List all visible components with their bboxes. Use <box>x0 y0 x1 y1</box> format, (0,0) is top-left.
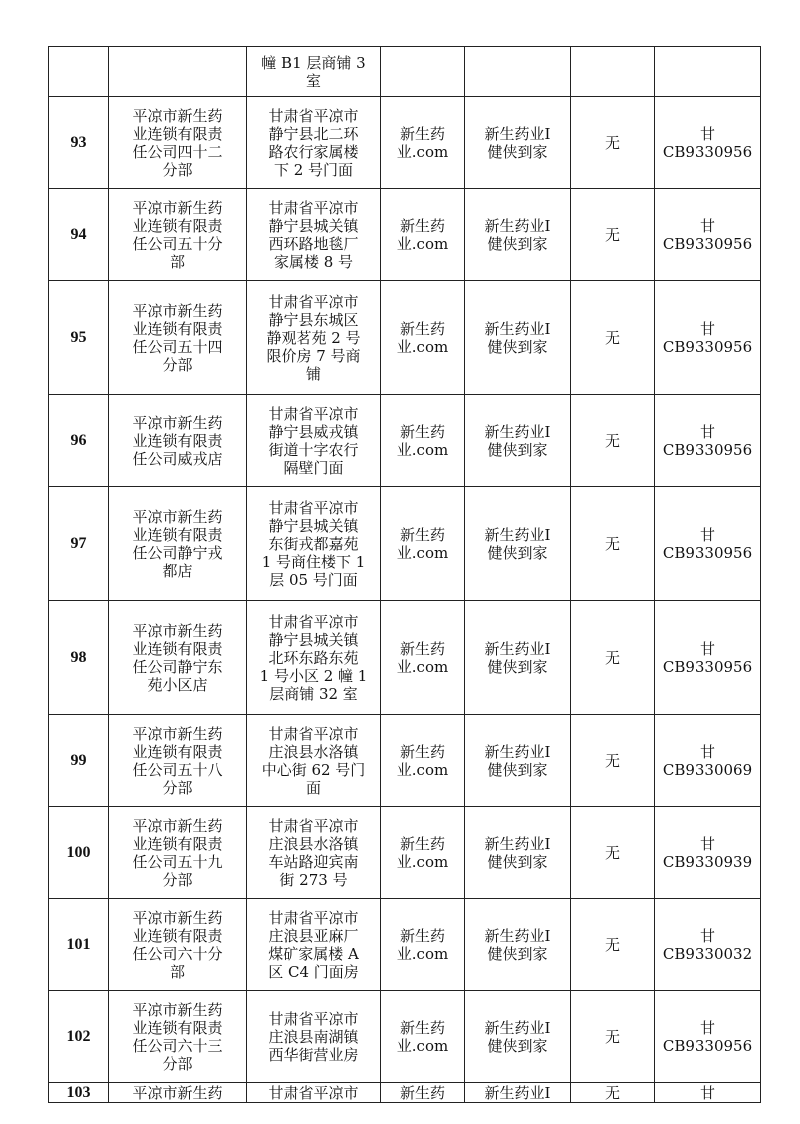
store-address-text: 甘肃省平凉市 静宁县东城区 静观茗苑 2 号 限价房 7 号商 铺 <box>266 292 361 383</box>
store-name-text: 平凉市新生药 业连锁有限责 任公司六十分 部 <box>132 908 223 981</box>
store-name <box>109 395 247 487</box>
row-number-text: 103 <box>66 1083 91 1101</box>
other-cell <box>571 97 655 189</box>
store-address-text: 甘肃省平凉市 静宁县城关镇 东街戎都嘉苑 1 号商住楼下 1 层 05 号门面 <box>261 498 366 589</box>
license-number <box>655 1083 761 1103</box>
row-number <box>49 899 109 991</box>
license-number-text: 甘 CB9330956 <box>662 1018 753 1055</box>
other-cell-text: 无 <box>604 751 620 770</box>
table-row <box>49 601 761 715</box>
license-number-text: 甘 CB9330956 <box>662 124 753 161</box>
store-name <box>109 281 247 395</box>
license-number <box>655 715 761 807</box>
store-address-text: 甘肃省平凉市 <box>268 1083 359 1102</box>
table-row <box>49 991 761 1083</box>
app-cell-text: 新生药业I 健侠到家 <box>484 1018 551 1055</box>
website-cell-text: 新生药 业.com <box>396 926 449 963</box>
license-number <box>655 395 761 487</box>
table-row <box>49 47 761 97</box>
other-cell <box>571 281 655 395</box>
store-address <box>247 395 381 487</box>
store-address-text: 甘肃省平凉市 静宁县北二环 路农行家属楼 下 2 号门面 <box>268 106 359 179</box>
license-number-text: 甘 CB9330939 <box>662 834 753 871</box>
app-cell-text: 新生药业I 健侠到家 <box>484 319 551 356</box>
website-cell <box>381 991 465 1083</box>
website-cell <box>381 97 465 189</box>
other-cell <box>571 899 655 991</box>
license-number <box>655 97 761 189</box>
store-address <box>247 715 381 807</box>
website-cell-text: 新生药 业.com <box>396 1018 449 1055</box>
app-cell-text: 新生药业I 健侠到家 <box>484 124 551 161</box>
other-cell <box>571 991 655 1083</box>
app-cell-text: 新生药业I 健侠到家 <box>484 742 551 779</box>
website-cell <box>381 189 465 281</box>
row-number-text: 99 <box>70 751 87 769</box>
website-cell <box>381 601 465 715</box>
store-name-text: 平凉市新生药 业连锁有限责 任公司五十八 分部 <box>132 724 223 797</box>
table-row <box>49 97 761 189</box>
store-name <box>109 47 247 97</box>
license-number <box>655 47 761 97</box>
table-row <box>49 1083 761 1103</box>
other-cell-text: 无 <box>604 1027 620 1046</box>
table-row <box>49 899 761 991</box>
other-cell <box>571 601 655 715</box>
other-cell-text: 无 <box>604 648 620 667</box>
row-number <box>49 97 109 189</box>
other-cell <box>571 487 655 601</box>
website-cell-text: 新生药 业.com <box>396 422 449 459</box>
app-cell <box>465 601 571 715</box>
store-address <box>247 1083 381 1103</box>
website-cell <box>381 899 465 991</box>
app-cell-text: 新生药业I 健侠到家 <box>484 834 551 871</box>
row-number-text: 98 <box>70 648 87 666</box>
license-number <box>655 991 761 1083</box>
store-address-text: 甘肃省平凉市 庄浪县水洛镇 中心街 62 号门 面 <box>261 724 366 797</box>
other-cell <box>571 189 655 281</box>
website-cell <box>381 395 465 487</box>
app-cell <box>465 899 571 991</box>
license-number <box>655 899 761 991</box>
table-row <box>49 487 761 601</box>
other-cell <box>571 807 655 899</box>
row-number <box>49 47 109 97</box>
store-name <box>109 97 247 189</box>
app-cell <box>465 991 571 1083</box>
website-cell <box>381 47 465 97</box>
store-address-text: 甘肃省平凉市 庄浪县水洛镇 车站路迎宾南 街 273 号 <box>268 816 359 889</box>
store-name-text: 平凉市新生药 业连锁有限责 任公司静宁东 苑小区店 <box>132 621 223 694</box>
app-cell-text: 新生药业I 健侠到家 <box>484 525 551 562</box>
table-row <box>49 189 761 281</box>
row-number <box>49 807 109 899</box>
other-cell-text: 无 <box>604 133 620 152</box>
license-number-text: 甘 CB9330032 <box>662 926 753 963</box>
app-cell <box>465 189 571 281</box>
other-cell-text: 无 <box>604 1083 620 1102</box>
website-cell <box>381 281 465 395</box>
store-name-text: 平凉市新生药 业连锁有限责 任公司五十四 分部 <box>132 301 223 374</box>
website-cell <box>381 807 465 899</box>
store-name-text: 平凉市新生药 业连锁有限责 任公司五十九 分部 <box>132 816 223 889</box>
license-number <box>655 807 761 899</box>
app-cell-text: 新生药业I 健侠到家 <box>484 639 551 676</box>
app-cell <box>465 97 571 189</box>
store-name <box>109 715 247 807</box>
store-name-text: 平凉市新生药 业连锁有限责 任公司威戎店 <box>132 413 223 468</box>
store-address-text: 甘肃省平凉市 静宁县城关镇 北环东路东苑 1 号小区 2 幢 1 层商铺 32 室 <box>259 612 368 703</box>
license-number-text: 甘 CB9330956 <box>662 216 753 253</box>
other-cell-text: 无 <box>604 328 620 347</box>
app-cell <box>465 807 571 899</box>
license-number <box>655 601 761 715</box>
app-cell <box>465 47 571 97</box>
store-name <box>109 189 247 281</box>
app-cell <box>465 281 571 395</box>
table-body <box>49 47 761 1103</box>
store-address <box>247 807 381 899</box>
store-name <box>109 807 247 899</box>
other-cell-text: 无 <box>604 431 620 450</box>
row-number-text: 95 <box>70 328 87 346</box>
website-cell <box>381 1083 465 1103</box>
table-row <box>49 807 761 899</box>
website-cell-text: 新生药 业.com <box>396 124 449 161</box>
row-number <box>49 601 109 715</box>
other-cell <box>571 1083 655 1103</box>
other-cell-text: 无 <box>604 225 620 244</box>
app-cell <box>465 395 571 487</box>
store-address-text: 甘肃省平凉市 静宁县威戎镇 街道十字农行 隔壁门面 <box>268 404 359 477</box>
app-cell <box>465 1083 571 1103</box>
website-cell-text: 新生药 业.com <box>396 216 449 253</box>
store-address <box>247 991 381 1083</box>
row-number <box>49 395 109 487</box>
store-address <box>247 281 381 395</box>
row-number-text: 101 <box>66 935 91 953</box>
other-cell <box>571 395 655 487</box>
row-number <box>49 991 109 1083</box>
store-name-text: 平凉市新生药 业连锁有限责 任公司四十二 分部 <box>132 106 223 179</box>
store-name-text: 平凉市新生药 业连锁有限责 任公司静宁戎 都店 <box>132 507 223 580</box>
app-cell-text: 新生药业I 健侠到家 <box>484 926 551 963</box>
row-number <box>49 715 109 807</box>
other-cell-text: 无 <box>604 843 620 862</box>
license-number-text: 甘 CB9330956 <box>662 639 753 676</box>
store-address <box>247 189 381 281</box>
row-number <box>49 1083 109 1103</box>
license-number <box>655 189 761 281</box>
website-cell-text: 新生药 业.com <box>396 319 449 356</box>
store-address <box>247 487 381 601</box>
table-row <box>49 715 761 807</box>
website-cell <box>381 487 465 601</box>
store-name-text: 平凉市新生药 <box>132 1083 223 1102</box>
store-name-text: 平凉市新生药 业连锁有限责 任公司五十分 部 <box>132 198 223 271</box>
other-cell-text: 无 <box>604 935 620 954</box>
table-row <box>49 281 761 395</box>
row-number-text: 94 <box>70 225 87 243</box>
store-name-text: 平凉市新生药 业连锁有限责 任公司六十三 分部 <box>132 1000 223 1073</box>
license-number-text: 甘 CB9330956 <box>662 319 753 356</box>
app-cell <box>465 487 571 601</box>
store-address-text: 甘肃省平凉市 庄浪县亚麻厂 煤矿家属楼 A 区 C4 门面房 <box>268 908 359 981</box>
website-cell-text: 新生药 业.com <box>396 742 449 779</box>
store-name <box>109 487 247 601</box>
website-cell-text: 新生药 业.com <box>396 525 449 562</box>
store-name <box>109 991 247 1083</box>
store-name <box>109 899 247 991</box>
store-address <box>247 47 381 97</box>
store-address-text: 幢 B1 层商铺 3 室 <box>261 53 366 90</box>
store-name <box>109 1083 247 1103</box>
license-number-text: 甘 CB9330956 <box>662 422 753 459</box>
other-cell <box>571 47 655 97</box>
table-row <box>49 395 761 487</box>
license-number-text: 甘 <box>699 1083 715 1102</box>
row-number-text: 102 <box>66 1027 91 1045</box>
row-number <box>49 281 109 395</box>
website-cell-text: 新生药 业.com <box>396 834 449 871</box>
other-cell <box>571 715 655 807</box>
license-number <box>655 281 761 395</box>
website-cell-text: 新生药 <box>399 1083 445 1102</box>
row-number-text: 97 <box>70 534 87 552</box>
license-number <box>655 487 761 601</box>
store-address <box>247 601 381 715</box>
store-address-text: 甘肃省平凉市 庄浪县南湖镇 西华街营业房 <box>268 1009 359 1064</box>
website-cell-text: 新生药 业.com <box>396 639 449 676</box>
app-cell <box>465 715 571 807</box>
row-number-text: 96 <box>70 431 87 449</box>
store-name <box>109 601 247 715</box>
store-address-text: 甘肃省平凉市 静宁县城关镇 西环路地毯厂 家属楼 8 号 <box>268 198 359 271</box>
row-number <box>49 487 109 601</box>
store-address <box>247 97 381 189</box>
pharmacy-table <box>48 46 761 1103</box>
app-cell-text: 新生药业I 健侠到家 <box>484 422 551 459</box>
store-address <box>247 899 381 991</box>
other-cell-text: 无 <box>604 534 620 553</box>
app-cell-text: 新生药业I 健侠到家 <box>484 216 551 253</box>
license-number-text: 甘 CB9330069 <box>662 742 753 779</box>
row-number-text: 100 <box>66 843 91 861</box>
row-number <box>49 189 109 281</box>
row-number-text: 93 <box>70 133 87 151</box>
license-number-text: 甘 CB9330956 <box>662 525 753 562</box>
app-cell-text: 新生药业I <box>484 1083 551 1102</box>
website-cell <box>381 715 465 807</box>
